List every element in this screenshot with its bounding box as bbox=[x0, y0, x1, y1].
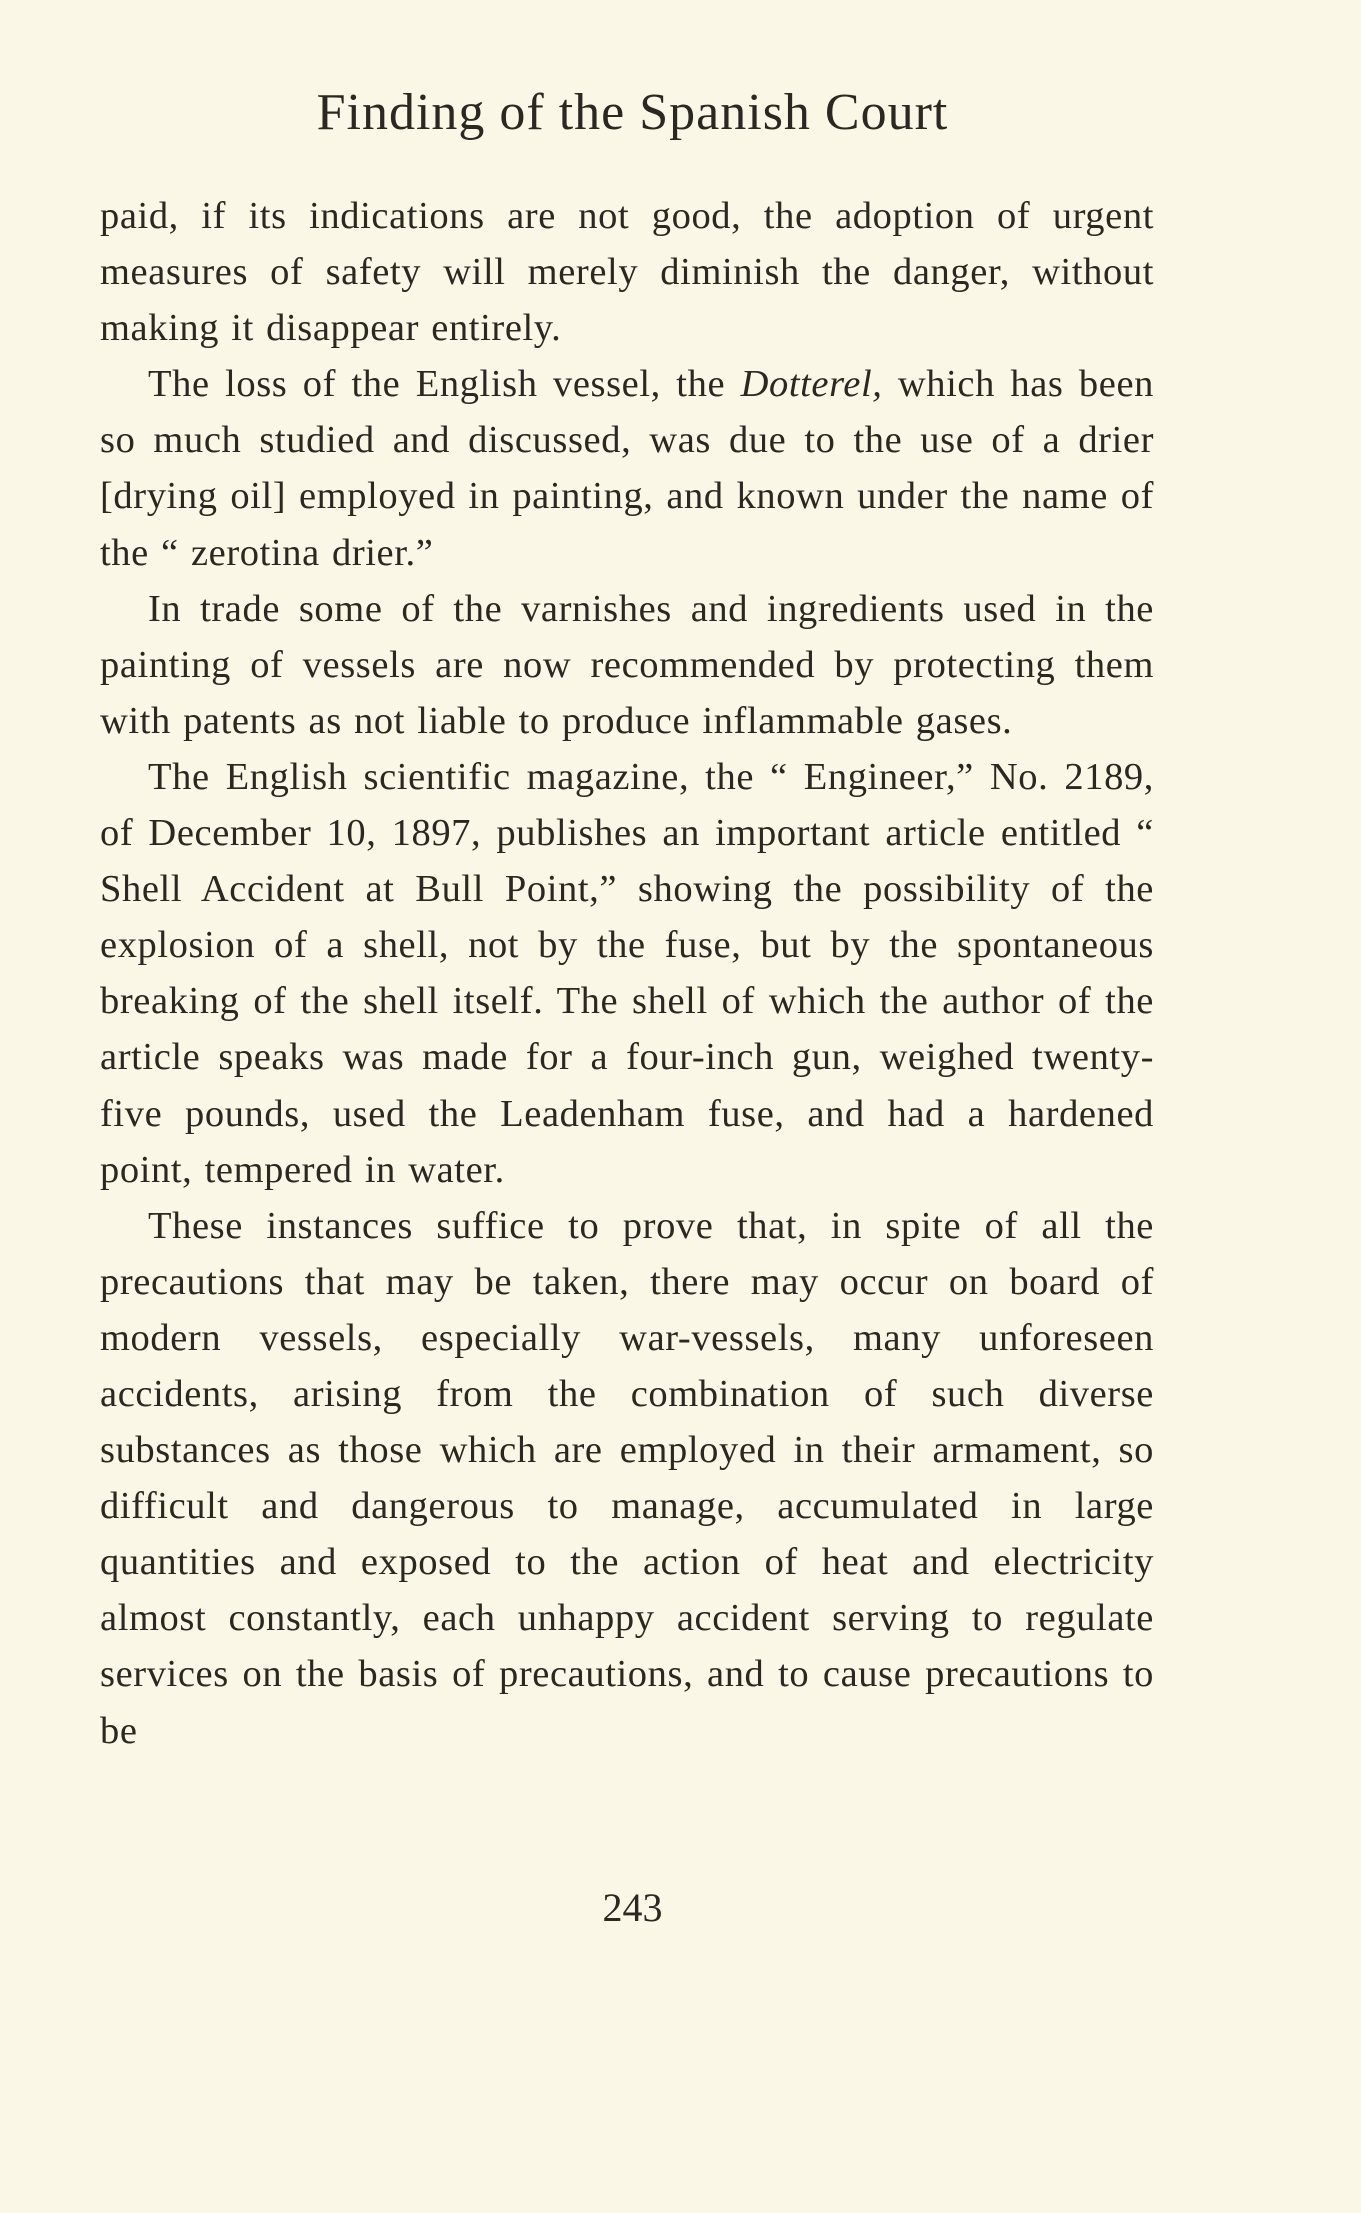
ship-name-italic: Dotterel, bbox=[740, 363, 883, 406]
paragraph bbox=[100, 188, 1154, 356]
paragraph bbox=[100, 749, 1154, 1198]
text-run: In trade some of the varnishes and ingredients used in the painting of vessels are now recommended by protecting them with patents as not liable to produce inflammable gases. bbox=[100, 587, 1154, 742]
text-run: The loss of the English vessel, the bbox=[148, 363, 741, 406]
paragraph bbox=[100, 581, 1154, 749]
text-run: These instances suffice to prove that, in spite of all the precautions that may be taken, there may occur on board of modern vessels, especially war-vessels, many unforeseen accidents, arising from the combination of such diverse substances as those which are employed in their armament, so difficult and dangerous to manage, accumulated in large quantities and exposed to the action of heat and electricity almost constantly, each unhappy accident serving to regulate services on the basis of precautions, and to cause precautions to be bbox=[100, 1204, 1154, 1752]
paragraph bbox=[100, 1198, 1154, 1759]
body-text bbox=[100, 188, 1154, 1759]
text-run: The English scientific magazine, the “ Engineer,” No. 2189, of December 10, 1897, publishes an important article entitled “ Shell Accident at Bull Point,” showing the possibility of the explosion of a shell, not by the fuse, but by the spontaneous breaking of the shell itself. The shell of which the author of the article speaks was made for a four-inch gun, weighed twenty-five pounds, used the Leadenham fuse, and had a hardened point, tempered in water. bbox=[100, 755, 1154, 1191]
text-run: paid, if its indications are not good, the adoption of urgent measures of safety will merely diminish the danger, without making it disappear entirely. bbox=[100, 195, 1154, 350]
paragraph bbox=[100, 356, 1154, 580]
text-run: which has been so much studied and discussed, was due to the use of a drier [drying oil] employed in painting, and known under the name of the “ zerotina drier.” bbox=[100, 363, 1154, 574]
running-head: Finding of the Spanish Court bbox=[316, 84, 949, 141]
page-number: 243 bbox=[602, 1885, 663, 1930]
